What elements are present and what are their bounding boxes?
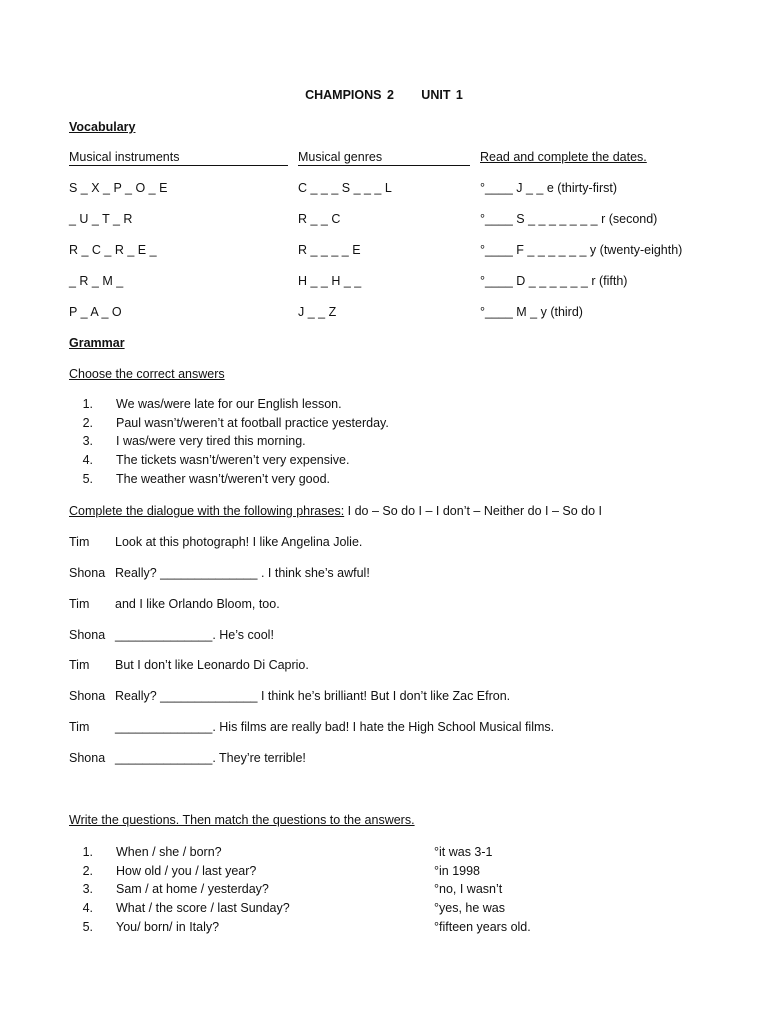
choose-instruction: Choose the correct answers bbox=[69, 367, 225, 381]
list-item: 1. We was/were late for our English lesson. bbox=[82, 397, 342, 411]
list-item: 5. You/ born/ in Italy? bbox=[82, 919, 220, 934]
dialogue-line: Shona Really? ______________ I think he’s brilliant! But I don’t like Zac Efron. bbox=[69, 689, 511, 703]
list-item: 2. How old / you / last year? bbox=[82, 863, 257, 878]
instrument-4: _ R _ M _ bbox=[69, 274, 124, 288]
list-item: 1. When / she / born? bbox=[82, 845, 222, 859]
list-item: 4. What / the score / last Sunday? bbox=[82, 901, 290, 916]
list-item: 4. The tickets wasn’t/weren’t very expensive. bbox=[82, 453, 350, 468]
instruments-header: Musical instruments bbox=[69, 150, 288, 166]
genre-2: R _ _ C bbox=[298, 212, 341, 226]
genres-header: Musical genres bbox=[298, 150, 470, 166]
dialogue-line: Tim and I like Orlando Bloom, too. bbox=[69, 597, 280, 611]
title-unit: UNIT 1 bbox=[421, 88, 463, 102]
title-book: CHAMPIONS 2 bbox=[305, 88, 394, 102]
instrument-3: R _ C _ R _ E _ bbox=[69, 243, 157, 257]
answer-item: °no, I wasn’t bbox=[434, 882, 503, 897]
dialogue-line: Tim Look at this photograph! I like Angelina Jolie. bbox=[69, 535, 363, 549]
list-item: 2. Paul wasn’t/weren’t at football practice yesterday. bbox=[82, 415, 389, 430]
answer-item: °in 1998 bbox=[434, 863, 481, 878]
questions-list bbox=[69, 843, 290, 936]
choose-list bbox=[69, 395, 389, 488]
genre-3: R _ _ _ _ E bbox=[298, 243, 361, 257]
date-5: °____ M _ y (third) bbox=[480, 305, 583, 319]
answer-item: °fifteen years old. bbox=[434, 919, 531, 934]
instrument-2: _ U _ T _ R bbox=[69, 212, 133, 226]
dialogue-line: Tim But I don’t like Leonardo Di Caprio. bbox=[69, 658, 309, 672]
dialogue-line: Shona Really? ______________ . I think she’s awful! bbox=[69, 566, 370, 580]
dialogue-line: Shona ______________. They’re terrible! bbox=[69, 751, 306, 765]
dialogue-instruction: Complete the dialogue with the following phrases: I do – So do I – I don’t – Neither do I – So do I bbox=[69, 504, 602, 518]
instrument-5: P _ A _ O bbox=[69, 305, 122, 319]
date-4: °____ D _ _ _ _ _ _ r (fifth) bbox=[480, 274, 628, 288]
date-1: °____ J _ _ e (thirty-first) bbox=[480, 181, 617, 195]
vocabulary-heading: Vocabulary bbox=[69, 120, 136, 134]
dialogue-phrases: I do – So do I – I don’t – Neither do I – So do I bbox=[344, 504, 602, 518]
date-2: °____ S _ _ _ _ _ _ _ r (second) bbox=[480, 212, 658, 226]
answer-item: °yes, he was bbox=[434, 901, 506, 916]
answers-list bbox=[434, 843, 531, 936]
list-item: 5. The weather wasn’t/weren’t very good. bbox=[82, 471, 330, 486]
dialogue-line: Tim ______________. His films are really bad! I hate the High School Musical films. bbox=[69, 720, 555, 734]
grammar-heading: Grammar bbox=[69, 336, 125, 350]
genre-5: J _ _ Z bbox=[298, 305, 337, 319]
page-title bbox=[0, 88, 768, 102]
answer-item: °it was 3-1 bbox=[434, 845, 493, 859]
instrument-1: S _ X _ P _ O _ E bbox=[69, 181, 168, 195]
genre-4: H _ _ H _ _ bbox=[298, 274, 362, 288]
dates-header: Read and complete the dates. bbox=[480, 150, 647, 164]
list-item: 3. Sam / at home / yesterday? bbox=[82, 882, 269, 897]
questions-instruction: Write the questions. Then match the questions to the answers. bbox=[69, 813, 415, 827]
list-item: 3. I was/were very tired this morning. bbox=[82, 434, 306, 449]
genre-1: C _ _ _ S _ _ _ L bbox=[298, 181, 392, 195]
date-3: °____ F _ _ _ _ _ _ y (twenty-eighth) bbox=[480, 243, 683, 257]
dialogue-line: Shona ______________. He’s cool! bbox=[69, 628, 274, 642]
